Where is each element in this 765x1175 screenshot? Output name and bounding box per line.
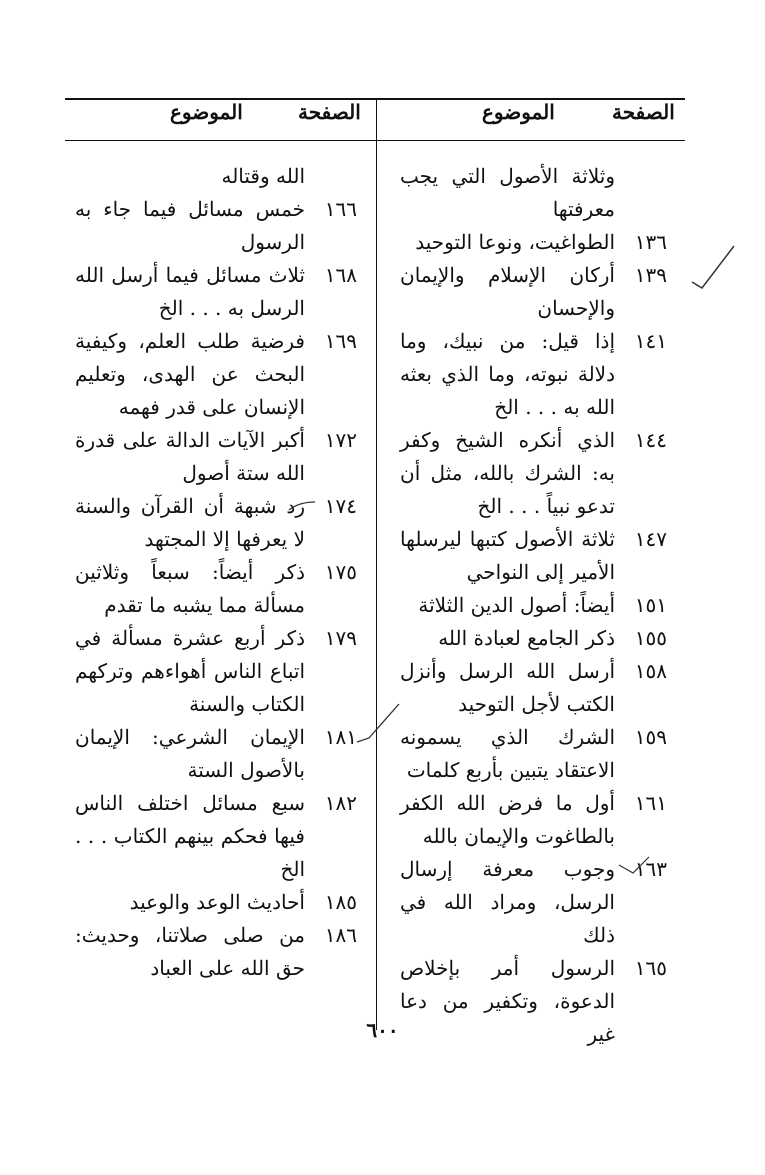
entry-page: ١٦٥ bbox=[634, 956, 667, 980]
entry-topic: الشرك الذي يسمونه الاعتقاد يتبين بأربع كلمات bbox=[400, 725, 615, 782]
entry-topic: الرسول أمر بإخلاص الدعوة، وتكفير من دعا غير bbox=[400, 956, 615, 1046]
entry-topic: خمس مسائل فيما جاء به الرسول bbox=[75, 197, 305, 254]
entry-topic: سبع مسائل اختلف الناس فيها فحكم بينهم الكتاب . . . الخ bbox=[75, 791, 305, 881]
entry-topic: وجوب معرفة إرسال الرسل، ومراد الله في ذلك bbox=[400, 857, 615, 947]
pen-stroke-icon bbox=[617, 853, 651, 877]
index-entry bbox=[75, 886, 365, 919]
index-entry bbox=[75, 787, 365, 886]
index-entry bbox=[400, 622, 675, 655]
right-header-topic: الموضوع bbox=[482, 100, 555, 124]
left-header-topic: الموضوع bbox=[170, 100, 243, 124]
index-entry bbox=[400, 325, 675, 424]
index-entry bbox=[75, 259, 365, 325]
entry-topic: ذكر أربع عشرة مسألة في اتباع الناس أهواءهم وتركهم الكتاب والسنة bbox=[75, 626, 305, 716]
entry-topic: أرسل الله الرسل وأنزل الكتب لأجل التوحيد bbox=[400, 659, 615, 716]
index-entry bbox=[75, 193, 365, 259]
pen-stroke-icon bbox=[287, 498, 317, 514]
entry-page: ١٣٦ bbox=[634, 230, 667, 254]
entry-topic: أول ما فرض الله الكفر بالطاغوت والإيمان بالله bbox=[400, 791, 615, 848]
entry-topic: ثلاث مسائل فيما أرسل الله الرسل به . . . الخ bbox=[75, 263, 305, 320]
entry-page: ١٥١ bbox=[634, 593, 667, 617]
top-rule bbox=[65, 98, 685, 100]
entry-page: ١٦٩ bbox=[324, 329, 357, 353]
left-column bbox=[75, 160, 365, 985]
index-entry bbox=[400, 160, 675, 226]
entry-page: ١٨٢ bbox=[324, 791, 357, 815]
entry-page: ١٨٥ bbox=[324, 890, 357, 914]
index-entry bbox=[75, 919, 365, 985]
index-entry bbox=[75, 721, 365, 787]
entry-page: ١٨١ bbox=[324, 725, 357, 749]
entry-page: ١٧٤ bbox=[324, 494, 357, 518]
entry-topic: الإيمان الشرعي: الإيمان بالأصول الستة bbox=[75, 725, 305, 782]
entry-page: ١٦١ bbox=[634, 791, 667, 815]
entry-page: ١٧٢ bbox=[324, 428, 357, 452]
column-divider bbox=[376, 98, 377, 1030]
entry-topic: أحاديث الوعد والوعيد bbox=[129, 890, 305, 914]
right-column bbox=[400, 160, 675, 1051]
entry-topic: ذكر الجامع لعبادة الله bbox=[438, 626, 615, 650]
entry-page: ١٤٧ bbox=[634, 527, 667, 551]
entry-topic: الله وقتاله bbox=[221, 164, 305, 188]
index-entry bbox=[400, 226, 675, 259]
entry-page: ١٥٨ bbox=[634, 659, 667, 683]
index-entry bbox=[75, 325, 365, 424]
entry-topic: ثلاثة الأصول كتبها ليرسلها الأمير إلى النواحي bbox=[400, 527, 615, 584]
entry-topic: أيضاً: أصول الدين الثلاثة bbox=[418, 593, 615, 617]
index-entry bbox=[75, 160, 365, 193]
entry-page: ١٤٤ bbox=[634, 428, 667, 452]
entry-topic: أكبر الآيات الدالة على قدرة الله ستة أصول bbox=[75, 428, 305, 485]
entry-topic: إذا قيل: من نبيك، وما دلالة نبوته، وما الذي بعثه الله به . . . الخ bbox=[400, 329, 615, 419]
entry-page: ١٥٥ bbox=[634, 626, 667, 650]
entry-topic: رد شبهة أن القرآن والسنة لا يعرفها إلا المجتهد bbox=[75, 494, 305, 551]
entry-topic: فرضية طلب العلم، وكيفية البحث عن الهدى، وتعليم الإنسان على قدر فهمه bbox=[75, 329, 305, 419]
pen-stroke-icon bbox=[355, 700, 405, 745]
index-entry bbox=[400, 589, 675, 622]
index-entry bbox=[400, 655, 675, 721]
index-entry bbox=[400, 721, 675, 787]
index-entry bbox=[400, 787, 675, 853]
entry-page: ١٥٩ bbox=[634, 725, 667, 749]
entry-topic: أركان الإسلام والإيمان والإحسان bbox=[400, 263, 615, 320]
entry-page: ١٨٦ bbox=[324, 923, 357, 947]
right-header-page: الصفحة bbox=[612, 100, 675, 124]
entry-page: ١٦٣ bbox=[634, 857, 667, 881]
entry-page: ١٦٨ bbox=[324, 263, 357, 287]
checkmark-icon bbox=[688, 240, 738, 290]
index-entry bbox=[400, 259, 675, 325]
entry-topic: ذكر أيضاً: سبعاً وثلاثين مسألة مما يشبه ما تقدم bbox=[75, 560, 305, 617]
index-entry bbox=[75, 490, 365, 556]
entry-topic: الذي أنكره الشيخ وكفر به: الشرك بالله، مثل أن تدعو نبياً . . . الخ bbox=[400, 428, 615, 518]
entry-page: ١٧٩ bbox=[324, 626, 357, 650]
index-entry bbox=[400, 424, 675, 523]
index-entry bbox=[400, 523, 675, 589]
index-entry bbox=[75, 622, 365, 721]
index-entry bbox=[75, 424, 365, 490]
index-entry bbox=[75, 556, 365, 622]
left-header-page: الصفحة bbox=[298, 100, 361, 124]
entry-topic: وثلاثة الأصول التي يجب معرفتها bbox=[400, 164, 615, 221]
entry-page: ١٧٥ bbox=[324, 560, 357, 584]
entry-topic: من صلى صلاتنا، وحديث: حق الله على العباد bbox=[75, 923, 305, 980]
entry-topic: الطواغيت، ونوعا التوحيد bbox=[415, 230, 615, 254]
entry-page: ١٤١ bbox=[634, 329, 667, 353]
entry-page: ١٣٩ bbox=[634, 263, 667, 287]
entry-page: ١٦٦ bbox=[324, 197, 357, 221]
header-rule bbox=[65, 140, 685, 141]
page-number: ٦٠٠ bbox=[366, 1018, 399, 1042]
